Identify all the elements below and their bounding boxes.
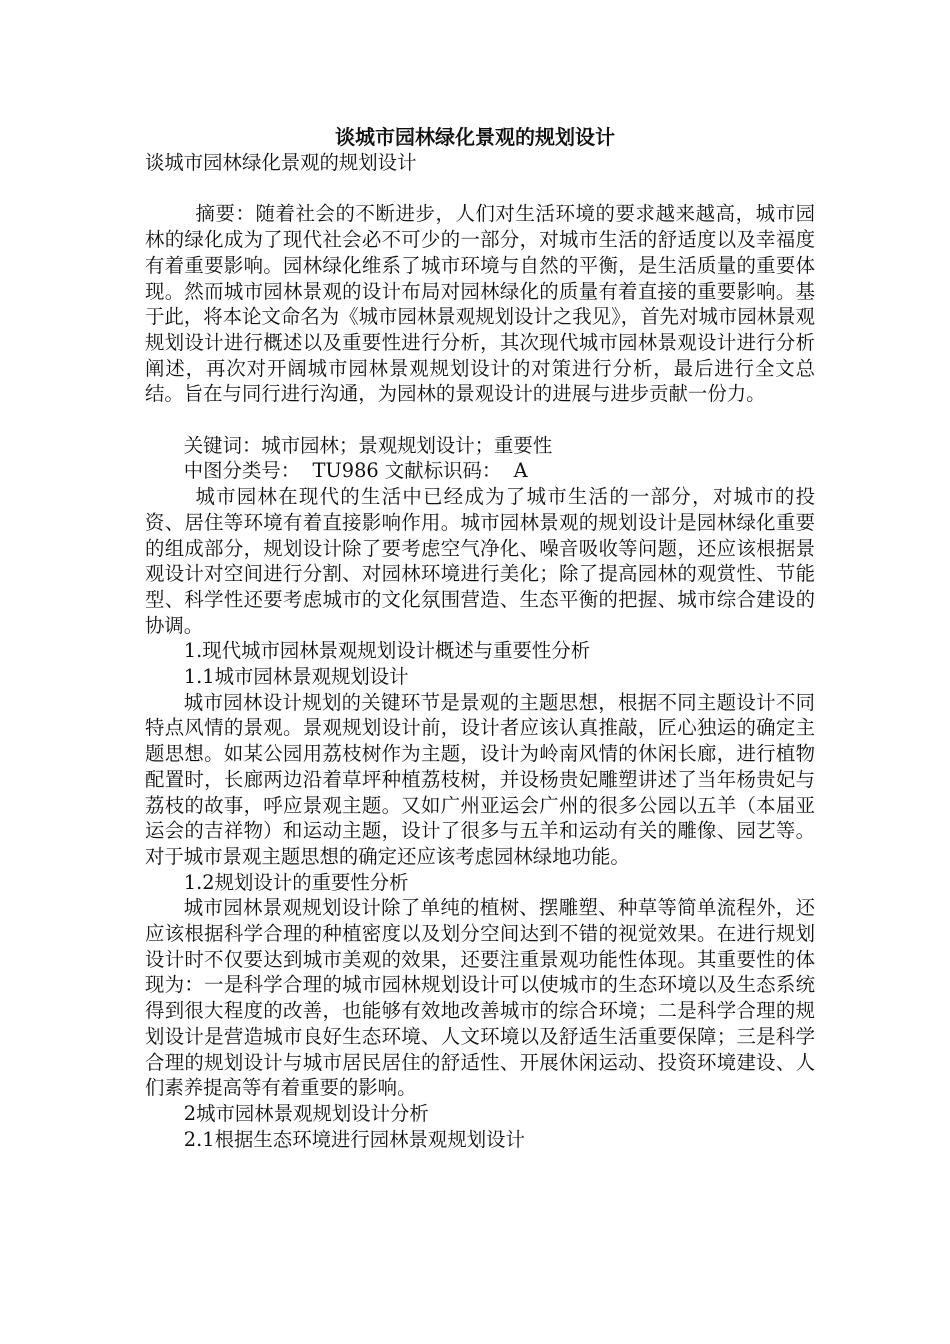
document-title: 谈城市园林绿化景观的规划设计 bbox=[335, 125, 615, 149]
section-heading-2-1: 2.1根据生态环境进行园林景观规划设计 bbox=[183, 1127, 525, 1151]
section-heading-1-1: 1.1城市园林景观规划设计 bbox=[183, 665, 409, 689]
section-heading-1: 1.现代城市园林景观规划设计概述与重要性分析 bbox=[183, 639, 591, 663]
subtitle-line: 谈城市园林绿化景观的规划设计 bbox=[145, 151, 417, 174]
document-body bbox=[145, 150, 815, 1152]
classification-line: 中图分类号： TU986 文献标识码： A bbox=[183, 459, 528, 483]
intro-paragraph: 城市园林在现代的生活中已经成为了城市生活的一部分，对城市的投资、居住等环境有着直接影响作用。城市园林景观的规划设计是园林绿化重要的组成部分，规划设计除了要考虑空气净化、噪音吸收等问题，还应该根据景观设计对空间进行分割、对园林环境进行美化；除了提高园林的观赏性、节能型、科学性还要考虑城市的文化氛围营造、生态平衡的把握、城市综合建设的协调。 bbox=[145, 485, 815, 637]
section-1-1-paragraph: 城市园林设计规划的关键环节是景观的主题思想，根据不同主题设计不同特点风情的景观。景观规划设计前，设计者应该认真推敲，匠心独运的确定主题思想。如某公园用荔枝树作为主题，设计为岭南风情的休闲长廊，进行植物配置时，长廊两边沿着草坪种植荔枝树，并设杨贵妃雕塑讲述了当年杨贵妃与荔枝的故事，呼应景观主题。又如广州亚运会广州的很多公园以五羊（本届亚运会的吉祥物）和运动主题，设计了很多与五羊和运动有关的雕像、园艺等。对于城市景观主题思想的确定还应该考虑园林绿地功能。 bbox=[145, 690, 815, 868]
section-1-2-paragraph: 城市园林景观规划设计除了单纯的植树、摆雕塑、种草等简单流程外，还应该根据科学合理的种植密度以及划分空间达到不错的视觉效果。在进行规划设计时不仅要达到城市美观的效果，还要注重景观功能性体现。其重要性的体现为：一是科学合理的城市园林规划设计可以使城市的生态环境以及生态系统得到很大程度的改善，也能够有效地改善城市的综合环境；二是科学合理的规划设计是营造城市良好生态环境、人文环境以及舒适生活重要保障；三是科学合理的规划设计与城市居民居住的舒适性、开展休闲运动、投资环境建设、人们素养提高等有着重要的影响。 bbox=[145, 896, 815, 1100]
abstract-paragraph: 摘要：随着社会的不断进步，人们对生活环境的要求越来越高，城市园林的绿化成为了现代社会必不可少的一部分，对城市生活的舒适度以及幸福度有着重要影响。园林绿化维系了城市环境与自然的平衡，是生活质量的重要体现。然而城市园林景观的设计布局对园林绿化的质量有着直接的重要影响。基于此，将本论文命名为《城市园林景观规划设计之我见》，首先对城市园林景观规划设计进行概述以及重要性进行分析，其次现代城市园林景观设计进行分析阐述，再次对开阔城市园林景观规划设计的对策进行分析，最后进行全文总结。旨在与同行进行沟通，为园林的景观设计的进展与进步贡献一份力。 bbox=[145, 202, 815, 406]
keywords-line: 关键词：城市园林；景观规划设计；重要性 bbox=[183, 433, 553, 457]
section-heading-1-2: 1.2规划设计的重要性分析 bbox=[183, 870, 409, 894]
section-heading-2: 2城市园林景观规划设计分析 bbox=[183, 1101, 429, 1125]
